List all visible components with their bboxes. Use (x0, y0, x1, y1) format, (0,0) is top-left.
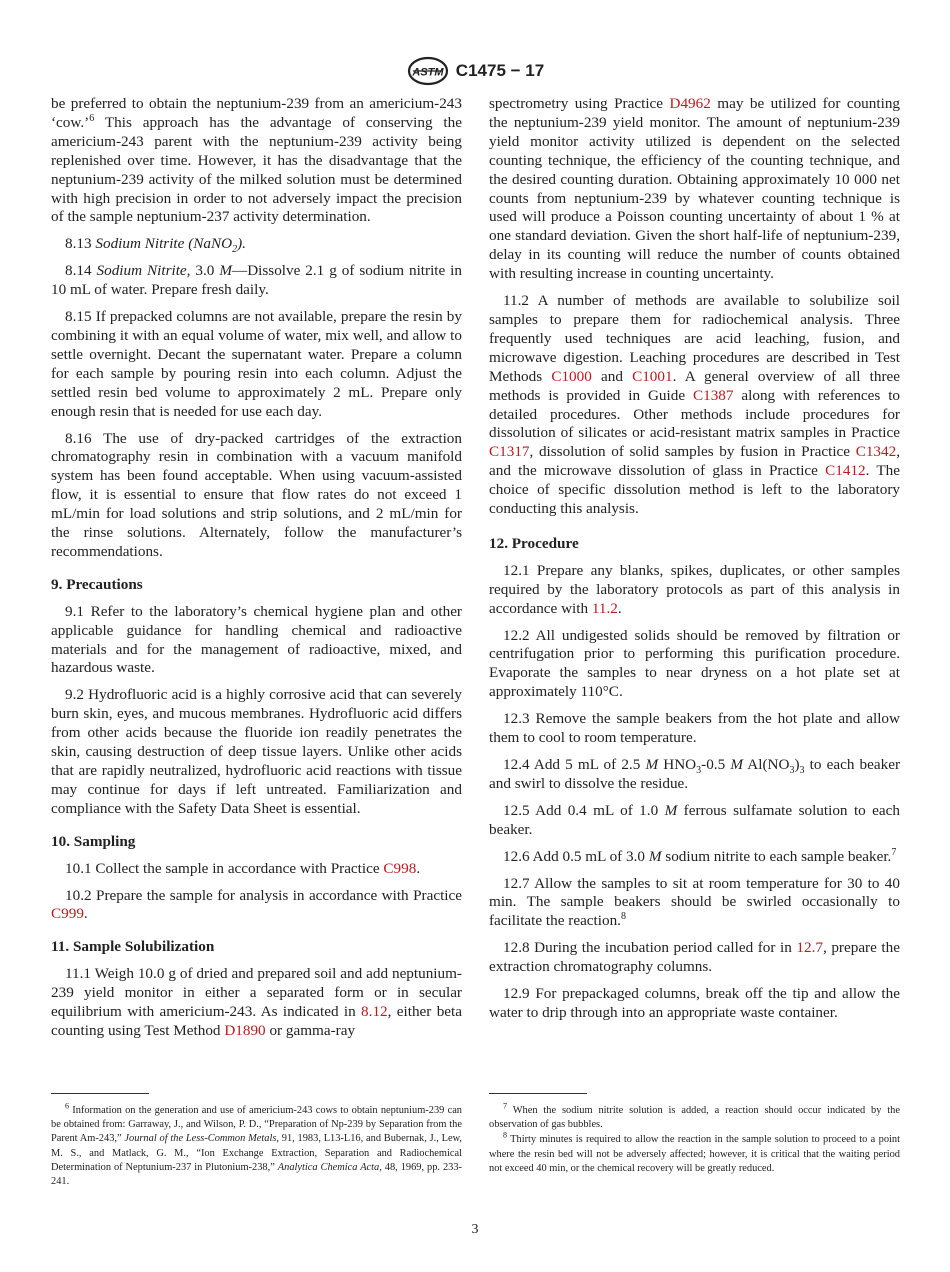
section-8-14: 8.14 Sodium Nitrite, 3.0 M—Dissolve 2.1 g of sodium nitrite in 10 mL of water. Prepare fresh daily. (51, 262, 462, 299)
ref-link-11-2[interactable]: 11.2 (591, 599, 618, 617)
section-12-2: 12.2 All undigested solids should be removed by filtration or centrifugation prior to performing this purification procedure. Evaporate the samples to near dryness on a hot plate set at approximately 110°C. (489, 626, 900, 701)
ref-link-c998[interactable]: C998 (383, 859, 417, 877)
section-10-1: 10.1 Collect the sample in accordance with Practice C998. (65, 859, 421, 877)
footnotes-left (51, 1101, 462, 1190)
section-11-1-end: spectrometry using Practice D4962 may be utilized for counting the neptunium-239 yield monitor. The amount of neptunium-239 yield monitor activity utilized is dependent on the selected counting technique, the efficiency of the counting technique, and the desired counting duration. Obtaining approximately 10 000 net counts from neptunium-239 by whatever counting technique is used will produce a Poisson counting uncertainty of about 1 % at one standard deviation. Given the short half-life of neptunium-239, delay in its counting will reduce the number of counts obtained with resulting increase in counting uncertainty. (489, 95, 901, 283)
right-column (489, 95, 900, 1031)
heading-procedure: 12. Procedure (489, 534, 579, 552)
section-12-3: 12.3 Remove the sample beakers from the hot plate and allow them to cool to room temperature. (489, 710, 900, 747)
page-number: 3 (471, 1222, 479, 1237)
section-8-13: 8.13 Sodium Nitrite (NaNO$_2$). (65, 235, 246, 256)
ref-link-c1387[interactable]: C1387 (692, 386, 734, 404)
section-9-1: 9.1 Refer to the laboratory’s chemical hygiene plan and other applicable guidance for handling chemical and radioactive materials and for the management of radioactive, mixed, and hazardous waste. (51, 602, 462, 677)
ref-link-c1001[interactable]: C1001 (632, 367, 673, 385)
section-8-16: 8.16 The use of dry-packed cartridges of the extraction chromatography resin in combination with a vacuum manifold system has been found acceptable. When using vacuum-assisted flow, it is essential to ensure that flow rates do not exceed 1 mL/min for load solutions and strip solutions, and 2 mL/min for the rinse solutions. Alternately, follow the manufacturer’s recommendations. (51, 429, 462, 560)
section-12-1: 12.1 Prepare any blanks, spikes, duplicates, or other samples required by the laboratory protocols as part of this analysis in accordance with 11.2. (489, 561, 900, 617)
section-12-5: 12.5 Add 0.4 mL of 1.0 M ferrous sulfamate solution to each beaker. (489, 801, 900, 838)
section-12-7: 12.7 Allow the samples to sit at room temperature for 30 to 40 min. The sample beakers should be swirled occasionally to facilitate the reaction.$^8$ (489, 874, 900, 930)
section-8-15: 8.15 If prepacked columns are not available, prepare the resin by combining it with an equal volume of water, mix well, and allow to settle overnight. Decant the supernatant water. Prepare a column for each sample by pouring resin into each column. Adjust the settled resin bed volume to approximately 2 mL. Prepare only enough resin that is needed for use each day. (51, 308, 462, 420)
section-9-2: 9.2 Hydrofluoric acid is a highly corrosive acid that can severely burn skin, eyes, and mucous membranes. Hydrofluoric acid differs from other acids because the fluoride ion readily penetrates the skin, causing destruction of deep tissue layers. Unlike other acids that are rapidly neutralized, hydrofluoric acid reactions with tissue may continue for days if left untreated. Familiarization and compliance with the Safety Data Sheet is essential. (51, 686, 462, 817)
footnote-divider-right (489, 1093, 587, 1094)
ref-link-12-7[interactable]: 12.7 (796, 939, 823, 957)
footnote-8: $^8$ Thirty minutes is required to allow the reaction in the sample solution to proceed to a point where the resin bed will not be adversely affected; however, it is critical that the waiting period not exceed 40 min, or the chemical recovery will be greatly reduced. (489, 1130, 900, 1174)
section-11-2: 11.2 A number of methods are available to solubilize soil samples to prepare them for radiochemical analysis. Three frequently used techniques are acid leaching, fusion, and microwave digestion. Leaching procedures are described in Test Methods C1000 and C1001. A general overview of all three methods is provided in Guide C1387 along with references to detailed procedures. Other methods include procedures for dissolution of silicates or acid-resistant matrix samples in Practice C1317, dissolution of solid samples by fusion in Practice C1342, and the microwave dissolution of glass in Practice C1412. The choice of specific dissolution method is left to the laboratory conducting this analysis. (489, 292, 901, 518)
footnote-7: $^7$ When the sodium nitrite solution is added, a reaction should occur indicated by the observation of gas bubbles. (489, 1101, 900, 1131)
paragraph-cow: be preferred to obtain the neptunium-239 from an americium-243 ‘cow.’$^6$ This approach has the advantage of conserving the americium-243 parent with the neptunium-239 activity being replenished over time. However, it has the disadvantage that the neptunium-239 activity of the milked solution must be determined with high precision in order to not adversely impact the precision of the sample neptunium-237 activity determination. (51, 95, 462, 226)
section-12-8: 12.8 During the incubation period called for in 12.7, prepare the extraction chromatography columns. (489, 939, 900, 976)
section-12-4: 12.4 Add 5 mL of 2.5 M $HNO_3-0.5$ M $Al(NO_3)_3$ to each beaker and swirl to dissolve the residue. (489, 756, 901, 792)
page-header (0, 56, 950, 86)
heading-sampling: 10. Sampling (51, 832, 136, 850)
heading-sample-solubilization: 11. Sample Solubilization (51, 938, 215, 956)
left-column (51, 95, 462, 1049)
svg-text:ASTM: ASTM (412, 66, 444, 79)
section-12-9: 12.9 For prepackaged columns, break off the tip and allow the water to drip through into an appropriate waste container. (489, 985, 900, 1021)
standard-designation: C1475 − 17 (455, 61, 545, 80)
ref-link-c1000[interactable]: C1000 (551, 367, 592, 385)
ref-link-c999[interactable]: C999 (51, 905, 84, 923)
footnotes-right (489, 1101, 900, 1177)
ref-link-c1342[interactable]: C1342 (855, 443, 897, 461)
ref-link-d4962[interactable]: D4962 (669, 95, 711, 112)
astm-logo-icon (406, 56, 450, 86)
section-10-2: 10.2 Prepare the sample for analysis in accordance with Practice C999. (51, 886, 462, 923)
heading-precautions: 9. Precautions (51, 575, 143, 593)
ref-link-c1317[interactable]: C1317 (489, 443, 530, 461)
footnote-ref-7: 7 (891, 846, 897, 858)
ref-link-d1890[interactable]: D1890 (224, 1021, 266, 1039)
footnote-divider-left (51, 1093, 149, 1094)
ref-link-8-12[interactable]: 8.12 (361, 1003, 388, 1021)
footnote-ref-8: 8 (620, 911, 626, 923)
section-11-1-start: 11.1 Weigh 10.0 g of dried and prepared soil and add neptunium-239 yield monitor in either a separated form or in secular equilibrium with americium-243. As indicated in 8.12, either beta counting using Test Method D1890 or gamma-ray (51, 965, 462, 1039)
section-12-6: 12.6 Add 0.5 mL of 3.0 M sodium nitrite to each sample beaker.$^7$ (503, 846, 897, 865)
ref-link-c1412[interactable]: C1412 (825, 462, 866, 480)
footnote-6: $^6$ Information on the generation and use of americium-243 cows to obtain neptunium-239 can be obtained from: Garraway, J., and Wilson, P. D., “Preparation of Np-239 by Separation from the Parent Am-243,” Journal of the Less-Common Metals, 91, 1983, L13-L16, and Bubernak, J., Lew, M. S., and Matlack, G. M., “Ion Exchange Extraction, Separation and Radiochemical Determination of Neptunium-237 in Plutonium-238,” Analytica Chemica Acta, 48, 1969, pp. 233-241. (51, 1101, 462, 1188)
